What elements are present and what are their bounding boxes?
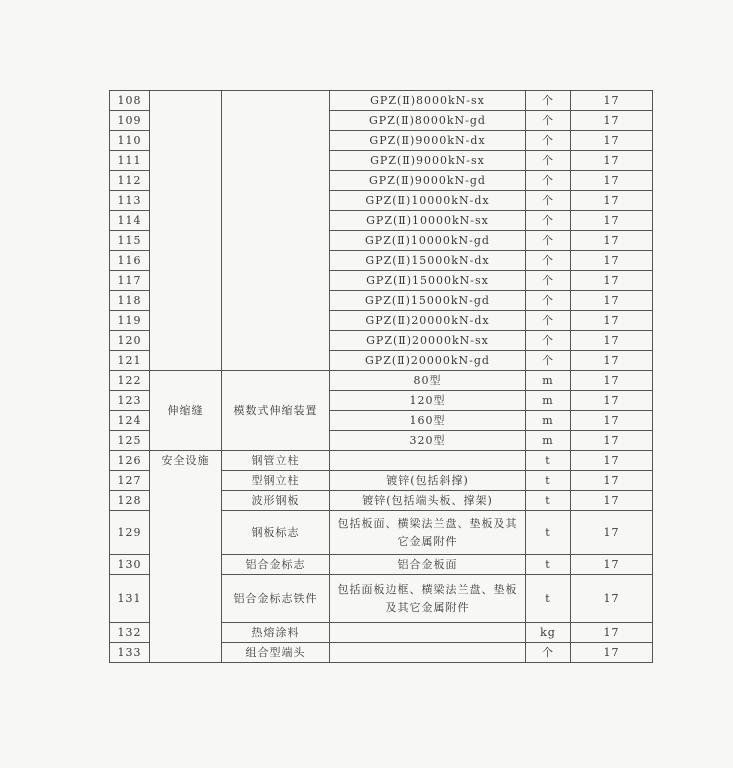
row-no: 129 [110, 511, 150, 555]
row-no: 125 [110, 431, 150, 451]
unit-cell: t [526, 451, 571, 471]
qty-cell: 17 [571, 351, 653, 371]
unit-cell: 个 [526, 91, 571, 111]
unit-cell: 个 [526, 131, 571, 151]
unit-cell: m [526, 371, 571, 391]
item-name-cell: 铝合金标志 [222, 555, 330, 575]
qty-cell: 17 [571, 623, 653, 643]
item-name-cell: 组合型端头 [222, 643, 330, 663]
row-no: 132 [110, 623, 150, 643]
qty-cell: 17 [571, 643, 653, 663]
spec-cell: GPZ(Ⅱ)8000kN-sx [330, 91, 526, 111]
row-no: 124 [110, 411, 150, 431]
table-row [110, 371, 653, 391]
spec-cell: 120型 [330, 391, 526, 411]
unit-cell: 个 [526, 251, 571, 271]
qty-cell: 17 [571, 431, 653, 451]
category-cell [150, 91, 222, 371]
spec-cell: GPZ(Ⅱ)8000kN-gd [330, 111, 526, 131]
unit-cell: t [526, 511, 571, 555]
spec-cell: 320型 [330, 431, 526, 451]
spec-cell: GPZ(Ⅱ)9000kN-dx [330, 131, 526, 151]
qty-cell: 17 [571, 291, 653, 311]
row-no: 115 [110, 231, 150, 251]
unit-cell: 个 [526, 151, 571, 171]
qty-cell: 17 [571, 471, 653, 491]
row-no: 111 [110, 151, 150, 171]
spec-cell: GPZ(Ⅱ)20000kN-sx [330, 331, 526, 351]
unit-cell: m [526, 431, 571, 451]
row-no: 117 [110, 271, 150, 291]
row-no: 130 [110, 555, 150, 575]
category-label: 安全设施 [161, 454, 210, 467]
unit-cell: 个 [526, 291, 571, 311]
table-row [110, 91, 653, 111]
unit-cell: 个 [526, 191, 571, 211]
row-no: 121 [110, 351, 150, 371]
qty-cell: 17 [571, 151, 653, 171]
unit-cell: 个 [526, 643, 571, 663]
qty-cell: 17 [571, 391, 653, 411]
qty-cell: 17 [571, 411, 653, 431]
unit-cell: 个 [526, 351, 571, 371]
item-name-cell: 钢管立柱 [222, 451, 330, 471]
spec-cell: GPZ(Ⅱ)15000kN-dx [330, 251, 526, 271]
unit-cell: t [526, 575, 571, 623]
qty-cell: 17 [571, 331, 653, 351]
spec-cell: 包括面板边框、横梁法兰盘、垫板及其它金属附件 [330, 575, 526, 623]
row-no: 108 [110, 91, 150, 111]
unit-cell: 个 [526, 211, 571, 231]
bill-of-quantities-table [109, 90, 653, 663]
unit-cell: kg [526, 623, 571, 643]
row-no: 113 [110, 191, 150, 211]
spec-cell: 镀锌(包括端头板、撑架) [330, 491, 526, 511]
spec-cell: GPZ(Ⅱ)15000kN-sx [330, 271, 526, 291]
spec-cell [330, 643, 526, 663]
spec-cell [330, 451, 526, 471]
item-name-cell: 模数式伸缩装置 [222, 371, 330, 451]
unit-cell: 个 [526, 171, 571, 191]
row-no: 112 [110, 171, 150, 191]
spec-cell: GPZ(Ⅱ)20000kN-dx [330, 311, 526, 331]
row-no: 119 [110, 311, 150, 331]
spec-cell: 包括板面、横梁法兰盘、垫板及其它金属附件 [330, 511, 526, 555]
unit-cell: 个 [526, 271, 571, 291]
qty-cell: 17 [571, 491, 653, 511]
row-no: 127 [110, 471, 150, 491]
row-no: 128 [110, 491, 150, 511]
row-no: 116 [110, 251, 150, 271]
unit-cell: m [526, 391, 571, 411]
item-name-cell: 钢板标志 [222, 511, 330, 555]
qty-cell: 17 [571, 555, 653, 575]
spec-cell [330, 623, 526, 643]
qty-cell: 17 [571, 191, 653, 211]
row-no: 114 [110, 211, 150, 231]
category-cell [150, 451, 222, 663]
qty-cell: 17 [571, 271, 653, 291]
unit-cell: 个 [526, 231, 571, 251]
row-no: 123 [110, 391, 150, 411]
unit-cell: t [526, 471, 571, 491]
row-no: 131 [110, 575, 150, 623]
item-name-cell [222, 91, 330, 371]
qty-cell: 17 [571, 211, 653, 231]
unit-cell: t [526, 555, 571, 575]
category-cell: 伸缩缝 [150, 371, 222, 451]
qty-cell: 17 [571, 511, 653, 555]
row-no: 122 [110, 371, 150, 391]
qty-cell: 17 [571, 371, 653, 391]
qty-cell: 17 [571, 451, 653, 471]
qty-cell: 17 [571, 91, 653, 111]
spec-cell: 铝合金板面 [330, 555, 526, 575]
row-no: 118 [110, 291, 150, 311]
qty-cell: 17 [571, 111, 653, 131]
spec-cell: GPZ(Ⅱ)9000kN-gd [330, 171, 526, 191]
qty-cell: 17 [571, 311, 653, 331]
item-name-cell: 型钢立柱 [222, 471, 330, 491]
qty-cell: 17 [571, 171, 653, 191]
qty-cell: 17 [571, 251, 653, 271]
qty-cell: 17 [571, 575, 653, 623]
unit-cell: m [526, 411, 571, 431]
spec-cell: 镀锌(包括斜撑) [330, 471, 526, 491]
unit-cell: t [526, 491, 571, 511]
item-name-cell: 波形钢板 [222, 491, 330, 511]
row-no: 110 [110, 131, 150, 151]
item-name-cell: 铝合金标志铁件 [222, 575, 330, 623]
qty-cell: 17 [571, 131, 653, 151]
spec-cell: GPZ(Ⅱ)10000kN-sx [330, 211, 526, 231]
spec-cell: GPZ(Ⅱ)15000kN-gd [330, 291, 526, 311]
unit-cell: 个 [526, 331, 571, 351]
spec-cell: GPZ(Ⅱ)10000kN-gd [330, 231, 526, 251]
table-row [110, 451, 653, 471]
spec-cell: GPZ(Ⅱ)10000kN-dx [330, 191, 526, 211]
unit-cell: 个 [526, 311, 571, 331]
spec-cell: GPZ(Ⅱ)9000kN-sx [330, 151, 526, 171]
spec-cell: 80型 [330, 371, 526, 391]
row-no: 120 [110, 331, 150, 351]
item-name-cell: 热熔涂料 [222, 623, 330, 643]
spec-cell: GPZ(Ⅱ)20000kN-gd [330, 351, 526, 371]
row-no: 126 [110, 451, 150, 471]
qty-cell: 17 [571, 231, 653, 251]
row-no: 109 [110, 111, 150, 131]
unit-cell: 个 [526, 111, 571, 131]
row-no: 133 [110, 643, 150, 663]
spec-cell: 160型 [330, 411, 526, 431]
